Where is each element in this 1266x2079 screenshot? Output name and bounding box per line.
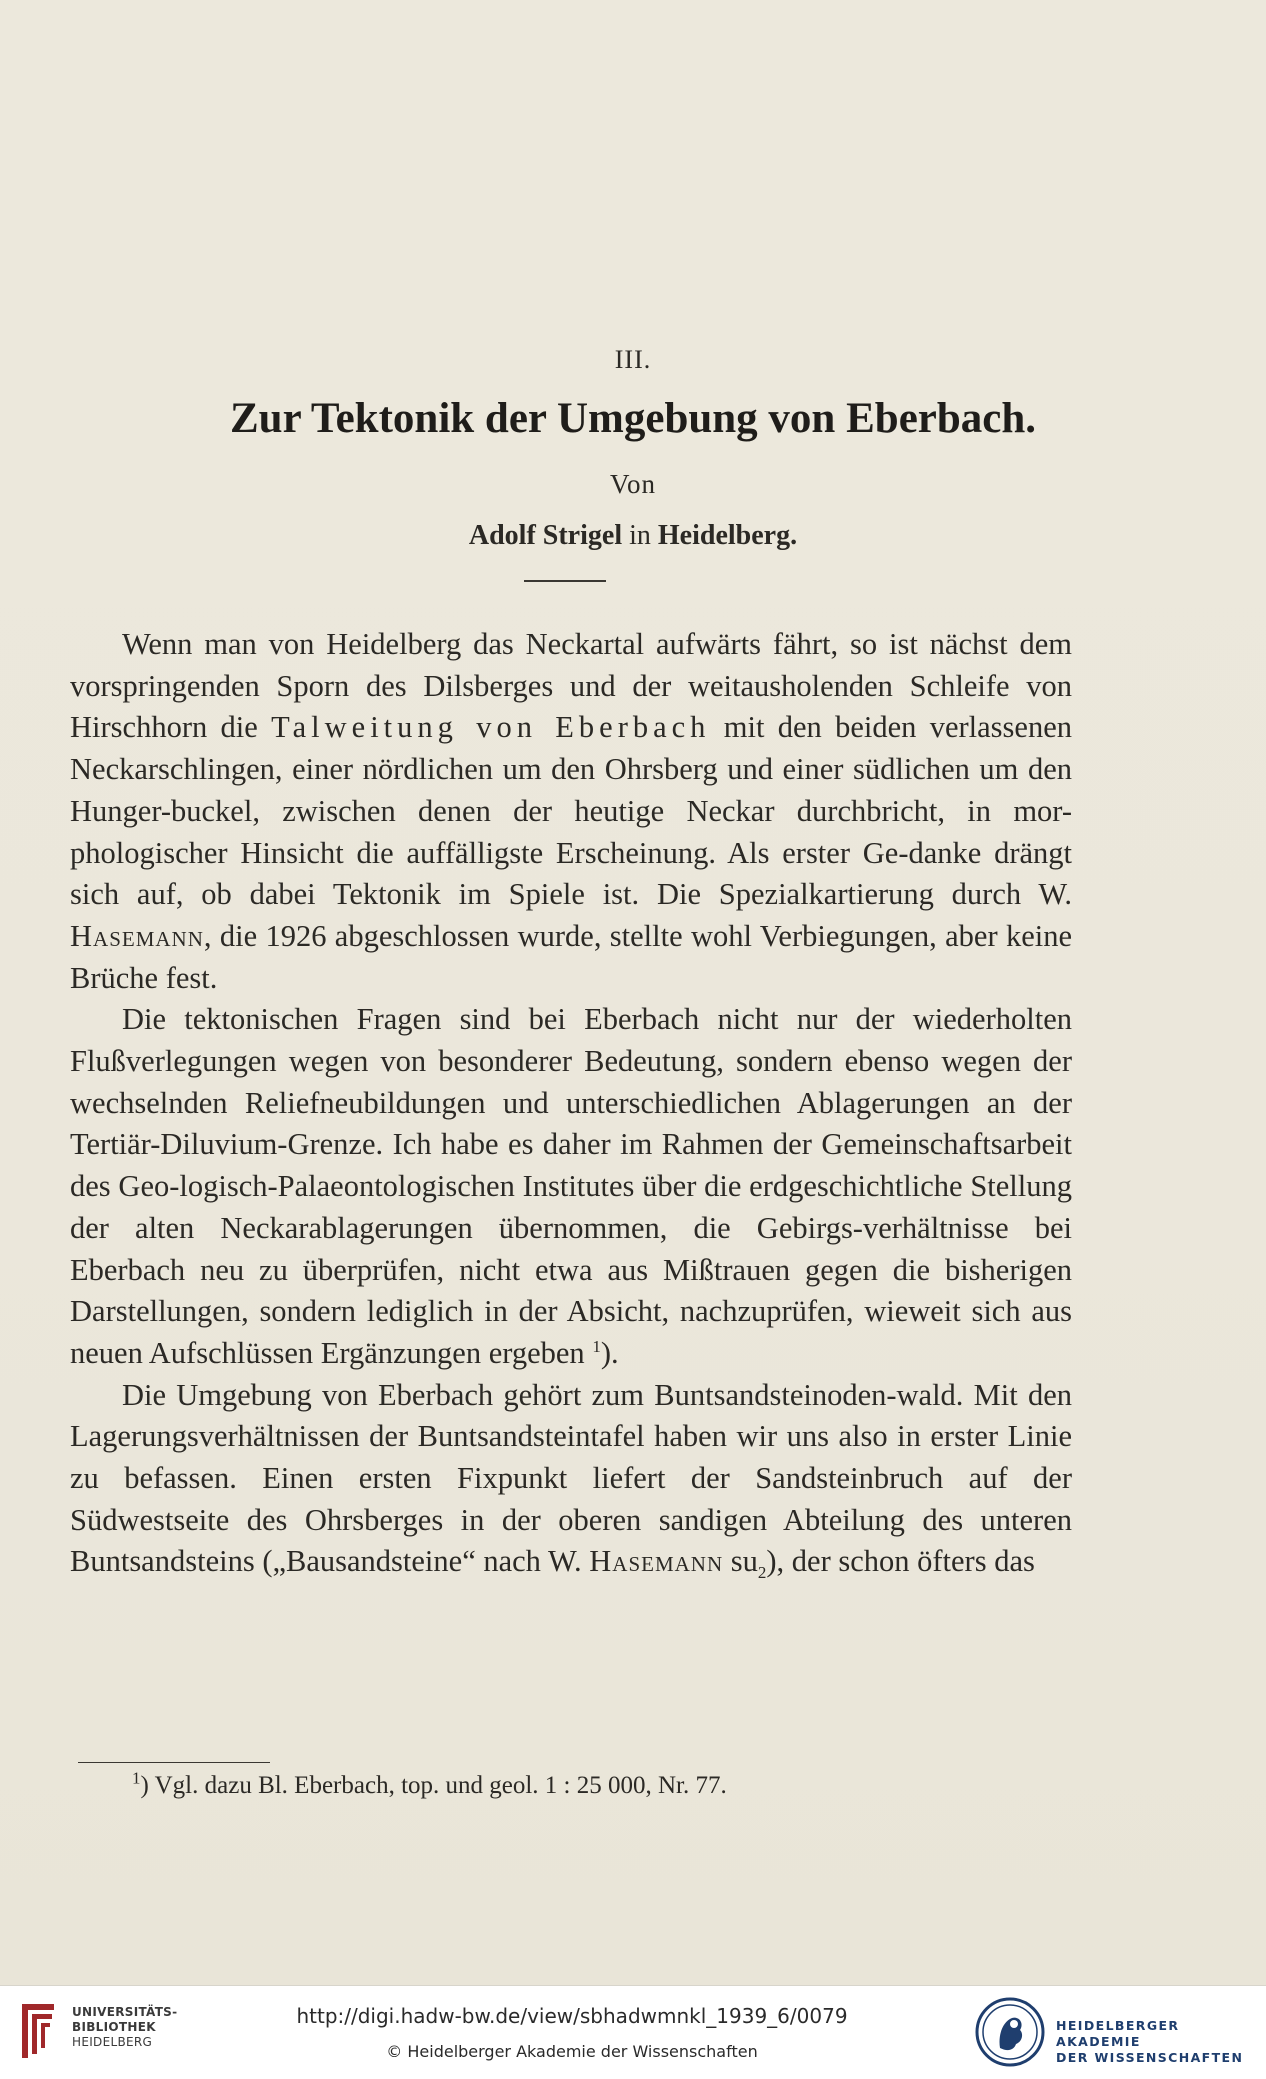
footnote-marker: 1 [132, 1768, 141, 1788]
title-divider [524, 580, 606, 582]
unit-subscript: 2 [757, 1563, 767, 1583]
author-in: in [629, 520, 651, 551]
author-place: Heidelberg. [657, 520, 798, 551]
section-number: III. [614, 345, 652, 374]
author-reference: Hasemann [70, 918, 204, 953]
library-name-line-3: HEIDELBERG [72, 2035, 153, 2049]
library-name [72, 2005, 177, 2050]
paragraph-3 [70, 1375, 1072, 1584]
academy-name [1056, 2018, 1266, 2066]
footnote-reference[interactable]: 1 [592, 1336, 601, 1356]
spaced-term: Talweitung von Eberbach [271, 710, 711, 745]
library-name-line-2: BIBLIOTHEK [72, 2020, 156, 2034]
footnote [132, 1770, 1072, 1802]
academy-name-line-1: HEIDELBERGER AKADEMIE [1056, 2018, 1180, 2049]
paragraph-3-text-c: ), der schon öfters das [766, 1544, 1035, 1579]
viewer-footer [0, 1985, 1266, 2079]
byline-von: Von [609, 469, 657, 499]
academy-seal-icon[interactable] [974, 1996, 1046, 2068]
copyright-notice: © Heidelberger Akademie der Wissenschaften [386, 2042, 758, 2061]
article-body [70, 624, 1072, 1583]
footnote-divider [78, 1762, 270, 1763]
permalink-url[interactable]: http://digi.hadw-bw.de/view/sbhadwmnkl_1939_6/0079 [296, 2004, 848, 2028]
author-reference: Hasemann [589, 1544, 724, 1579]
paragraph-2 [70, 999, 1072, 1374]
paragraph-3-text-b: su [723, 1544, 758, 1579]
paragraph-2-text-b: ). [600, 1335, 619, 1370]
paragraph-3-text-a: Die Umgebung von Eberbach gehört zum Buntsandsteinoden-wald. Mit den Lagerungsverhältnissen der Buntsandsteintafel haben wir uns also in erster Linie zu befassen. Einen ersten Fixpunkt liefert der Sandsteinbruch auf der Südwestseite des Ohrsberges in der oberen sandigen Abteilung des unteren Buntsandsteins („Bausandsteine“ nach W. [70, 1377, 1072, 1579]
library-name-line-1: UNIVERSITÄTS- [72, 2005, 178, 2019]
author-name: Adolf Strigel [468, 520, 623, 551]
paragraph-1-text-b: mit den beiden verlassenen Neckarschlingen, einer nördlichen um den Ohrsberg und einer südlichen um den Hunger-buckel, zwischen denen der heutige Neckar durchbricht, in mor-phologischer Hinsicht die auffälligste Erscheinung. Als erster Ge-danke drängt sich auf, ob dabei Tektonik im Spiele ist. Die Spezialkartierung durch W. [70, 710, 1072, 912]
university-library-logo-icon[interactable] [14, 1998, 62, 2064]
author-line [0, 520, 1266, 552]
paragraph-1-text-a: Wenn man von Heidelberg das Neckartal aufwärts fährt, so ist nächst dem vorspringenden Sporn des Dilsberges und der weitausholenden Schleife von Hirschhorn die [70, 627, 1072, 745]
paragraph-1 [70, 624, 1072, 999]
article-title: Zur Tektonik der Umgebung von Eberbach. [229, 395, 1037, 442]
academy-name-line-2: DER WISSENSCHAFTEN [1056, 2050, 1244, 2065]
footnote-text: ) Vgl. dazu Bl. Eberbach, top. und geol. 1 : 25 000, Nr. 77. [140, 1772, 727, 1799]
paragraph-2-text-a: Die tektonischen Fragen sind bei Eberbach nicht nur der wiederholten Flußverlegungen wegen von besonderer Bedeutung, sondern ebenso wegen der wechselnden Reliefneubildungen und unterschiedlichen Ablagerungen an der Tertiär-Diluvium-Grenze. Ich habe es daher im Rahmen der Gemeinschaftsarbeit des Geo-logisch-Palaeontologischen Institutes über die erdgeschichtliche Stellung der alten Neckarablagerungen übernommen, die Gebirgs-verhältnisse bei Eberbach neu zu überprüfen, nicht etwa aus Mißtrauen gegen die bisherigen Darstellungen, sondern lediglich in der Absicht, nachzuprüfen, wieweit sich aus neuen Aufschlüssen Ergänzungen ergeben [70, 1002, 1072, 1370]
paragraph-1-text-c: , die 1926 abgeschlossen wurde, stellte wohl Verbiegungen, aber keine Brüche fest. [70, 918, 1072, 995]
